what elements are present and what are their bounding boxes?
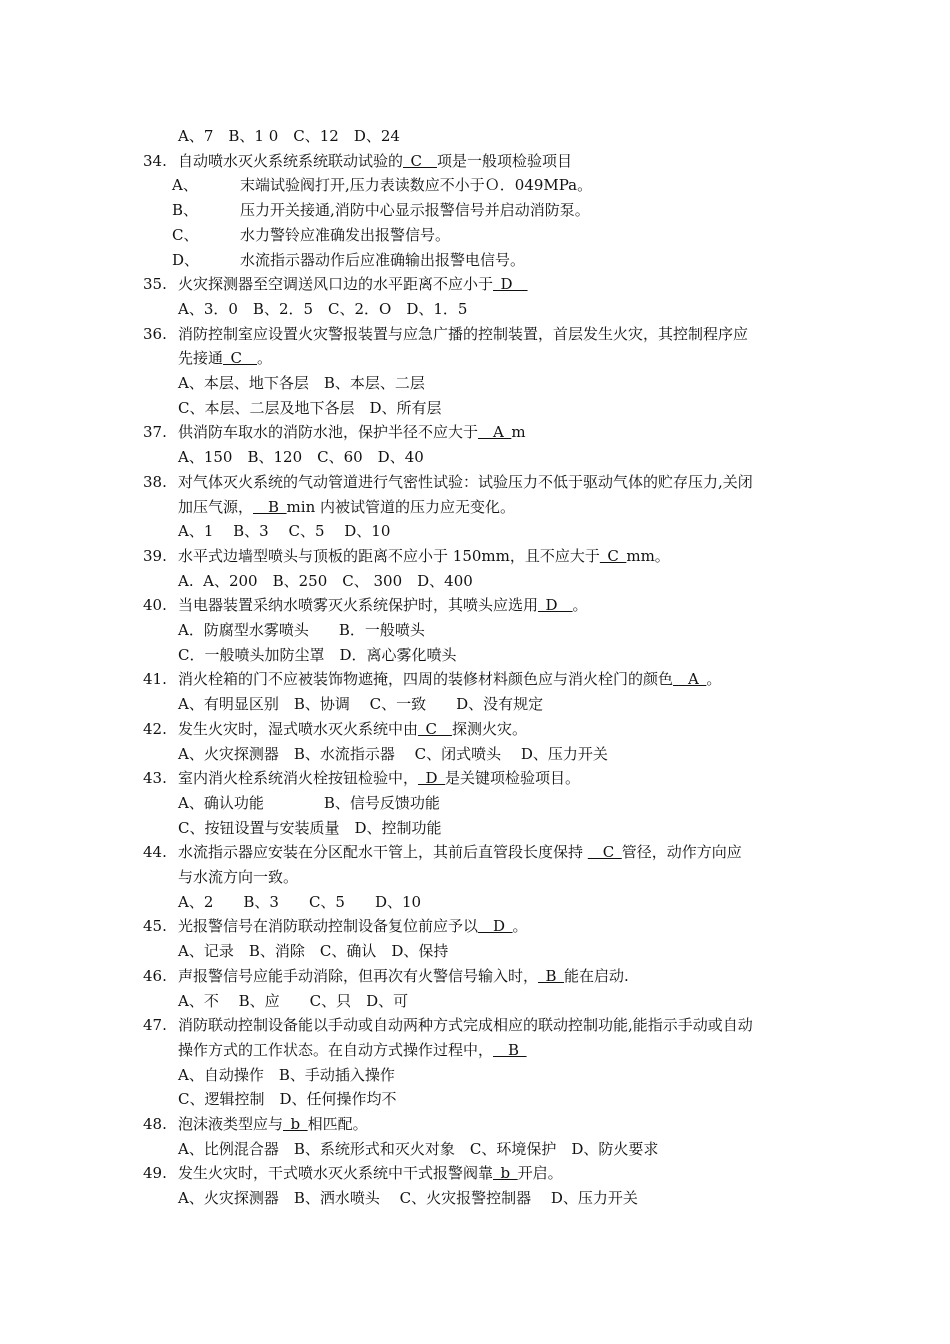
options-line: A．防腐型水雾喷头 B．一般喷头 [178, 621, 425, 639]
question-text: 自动喷水灭火系统系统联动试验的 C 项是一般项检验项目 [178, 151, 573, 170]
options-line: A、比例混合器 B、系统形式和灭火对象 C、环境保护 D、防火要求 [178, 1139, 659, 1158]
options-line: A. A、200 B、250 C、 300 D、400 [178, 571, 473, 590]
options-line: A、火灾探测器 B、洒水喷头 C、火灾报警控制器 D、压力开关 [178, 1189, 638, 1208]
question-text: 泡沫液类型应与 b 相匹配。 [178, 1115, 368, 1133]
question-number: 37. [143, 423, 167, 442]
answer-blank: C [223, 349, 257, 368]
answer-blank: D [538, 596, 573, 615]
question-text: 与水流方向一致。 [178, 868, 299, 886]
question-text: 发生火灾时，湿式喷水灭火系统中由 C 探测火灾。 [178, 719, 528, 738]
options-line: A、3．0 B、2．5 C、2．O D、1．5 [178, 299, 468, 318]
question-number: 43. [143, 769, 167, 788]
option-label: B、 [172, 201, 199, 220]
question-text: 光报警信号在消防联动控制设备复位前应予以 D 。 [178, 917, 528, 936]
question-text: 水流指示器应安装在分区配水干管上，其前后直管段长度保持 C 管径，动作方向应 [178, 843, 742, 862]
question-number: 45. [143, 917, 167, 936]
options-line: C、逻辑控制 D、任何操作均不 [178, 1090, 397, 1109]
question-text: 室内消火栓系统消火栓按钮检验中， D 是关键项检验项目。 [178, 769, 581, 788]
question-text: 消火栓箱的门不应被装饰物遮掩，四周的装修材料颜色应与消火栓门的颜色 A 。 [178, 670, 722, 689]
question-number: 49. [143, 1164, 167, 1183]
question-text: 消防联动控制设备能以手动或自动两种方式完成相应的联动控制功能,能指示手动或自动 [178, 1016, 753, 1035]
answer-blank: D [478, 917, 513, 936]
question-text: 水平式边墙型喷头与顶板的距离不应小于 150mm，且不应大于 C mm。 [178, 546, 670, 565]
options-line: A、自动操作 B、手动插入操作 [178, 1065, 395, 1084]
question-number: 35. [143, 275, 167, 294]
question-text: 先接通 C 。 [178, 349, 273, 368]
answer-blank: A [673, 670, 707, 689]
option-text: 末端试验阀打开,压力表读数应不小于Ｏ．049MPa。 [240, 176, 593, 195]
question-text: 对气体灭火系统的气动管道进行气密性试验：试验压力不低于驱动气体的贮存压力,关闭 [178, 472, 753, 491]
question-number: 39. [143, 546, 167, 565]
question-number: 42. [143, 719, 167, 738]
answer-blank: C [403, 151, 437, 170]
question-number: 41. [143, 670, 167, 689]
answer-blank: C [587, 843, 622, 862]
question-number: 40. [143, 596, 167, 615]
answer-blank: B [253, 497, 287, 516]
options-line: A、本层、地下各层 B、本层、二层 [178, 374, 425, 392]
answer-blank: B [538, 966, 565, 985]
answer-blank: C [418, 719, 452, 738]
question-text: 加压气源， B min 内被试管道的压力应无变化。 [178, 497, 515, 516]
answer-blank: C [599, 546, 627, 565]
question-number: 36. [143, 324, 167, 343]
question-number: 38. [143, 472, 167, 491]
question-number: 47. [143, 1016, 167, 1035]
options-line: C、按钮设置与安装质量 D、控制功能 [178, 818, 442, 837]
option-text: 水力警铃应准确发出报警信号。 [240, 225, 451, 244]
question-text: 操作方式的工作状态。在自动方式操作过程中， B [178, 1040, 527, 1059]
option-label: D、 [172, 250, 200, 269]
options-line: A、确认功能 B、信号反馈功能 [178, 793, 440, 812]
options-line: A、火灾探测器 B、水流指示器 C、闭式喷头 D、压力开关 [178, 744, 608, 763]
option-label: C、 [172, 225, 199, 244]
answer-blank: A [478, 423, 512, 442]
answer-blank: D [493, 275, 528, 294]
options-line: A、记录 B、消除 C、确认 D、保持 [178, 942, 449, 961]
options-line: A、1 B、3 C、5 D、10 [178, 522, 391, 541]
question-number: 48. [143, 1115, 167, 1133]
question-number: 46. [143, 966, 167, 985]
answer-blank: b [283, 1115, 308, 1133]
options-line: A、有明显区别 B、协调 C、一致 D、没有规定 [178, 695, 544, 714]
question-text: 供消防车取水的消防水池，保护半径不应大于 A m [178, 423, 526, 442]
question-text: 火灾探测器至空调送风口边的水平距离不应小于 D [178, 275, 528, 294]
question-text: 消防控制室应设置火灾警报装置与应急广播的控制装置，首层发生火灾，其控制程序应 [178, 324, 749, 343]
question-number: 34. [143, 151, 167, 170]
answer-blank: b [493, 1164, 518, 1183]
question-number: 44. [143, 843, 167, 862]
options-line: A、150 B、120 C、60 D、40 [178, 448, 424, 467]
answer-blank: B [493, 1040, 527, 1059]
question-text: 当电器装置采纳水喷雾灭火系统保护时，其喷头应选用 D 。 [178, 596, 588, 615]
options-line: A、7 B、1 0 C、12 D、24 [178, 127, 400, 145]
question-text: 声报警信号应能手动消除，但再次有火警信号输入时， B 能在启动. [178, 966, 629, 985]
option-label: A、 [172, 176, 198, 195]
options-line: C、本层、二层及地下各层 D、所有层 [178, 398, 442, 417]
option-text: 压力开关接通,消防中心显示报警信号并启动消防泵。 [240, 201, 590, 220]
question-text: 发生火灾时，干式喷水灭火系统中干式报警阀靠 b 开启。 [178, 1164, 563, 1183]
option-text: 水流指示器动作后应准确输出报警电信号。 [240, 250, 526, 269]
options-line: A、2 B、3 C、5 D、10 [178, 892, 422, 911]
answer-blank: D [418, 769, 446, 788]
options-line: C．一般喷头加防尘罩 D．离心雾化喷头 [178, 645, 457, 664]
options-line: A、不 B、应 C、只 D、可 [178, 991, 409, 1010]
